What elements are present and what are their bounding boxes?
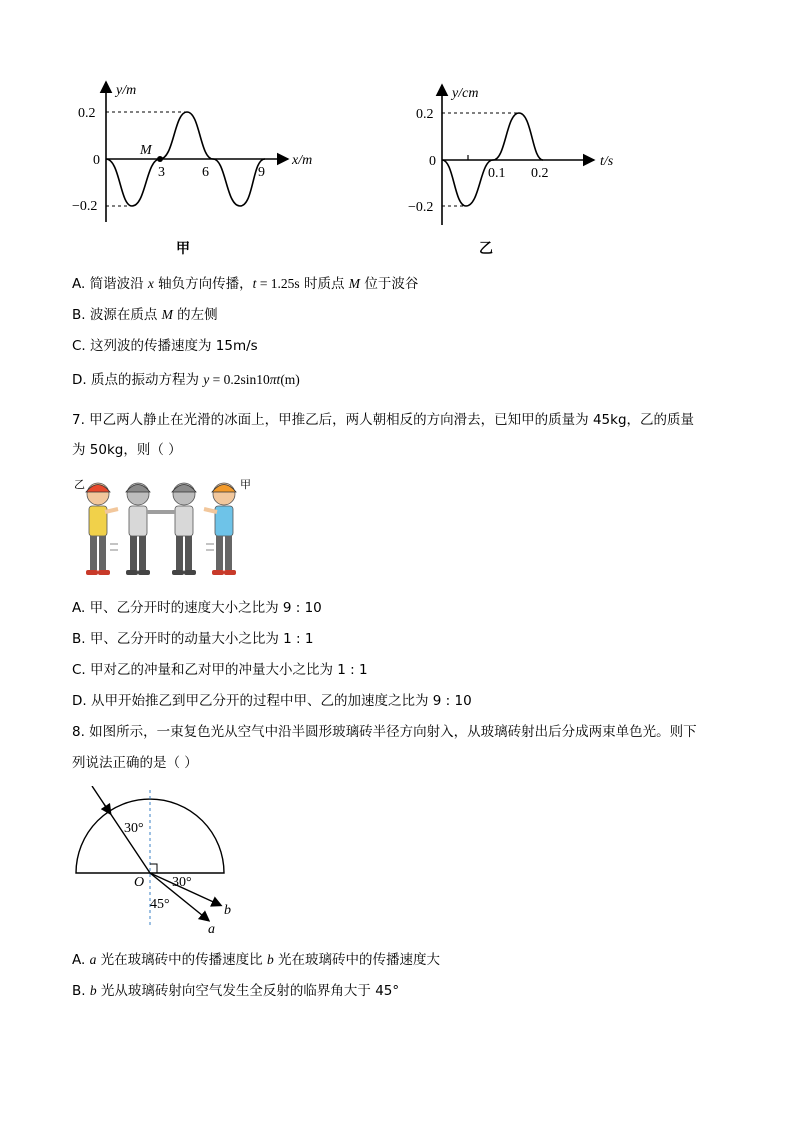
tick-6: 6 [202, 165, 209, 180]
q7-stem-line2: 为 50kg，则（ ） [72, 442, 182, 458]
skater-ghost-right [162, 483, 196, 575]
t-axis-label: t/s [600, 154, 614, 169]
point-m [157, 156, 163, 162]
y-axis-label: y/cm [452, 86, 479, 101]
figure-caption-yi: 乙 [479, 241, 493, 257]
q6-option-c: C. 这列波的传播速度为 15m/s [72, 338, 258, 354]
angle-label-top: 30° [124, 821, 144, 836]
q6-option-a: A. 简谐波沿 x 轴负方向传播，t = 1.25s 时质点 M 位于波谷 [72, 276, 419, 292]
x-axis-label: x/m [292, 153, 313, 168]
tick-0.2: 0.2 [78, 106, 96, 121]
q8-option-a: A. a 光在玻璃砖中的传播速度比 b 光在玻璃砖中的传播速度大 [72, 952, 440, 968]
q7-option-b: B. 甲、乙分开时的动量大小之比为 1 : 1 [72, 631, 314, 647]
angle-label-right: 30° [172, 875, 192, 890]
q7-stem-line1: 7. 甲乙两人静止在光滑的冰面上，甲推乙后，两人朝相反的方向滑去，已知甲的质量为 45kg，乙的质量 [72, 412, 695, 428]
skater-left-label: 乙 [74, 479, 85, 491]
q7-option-c: C. 甲对乙的冲量和乙对甲的冲量大小之比为 1 : 1 [72, 662, 368, 678]
tick-0.1: 0.1 [488, 166, 506, 181]
wave-figure-yi [402, 75, 632, 225]
tick-0.2-t: 0.2 [531, 166, 549, 181]
figure-caption-jia: 甲 [176, 241, 190, 257]
skaters-illustration [72, 474, 257, 586]
tick-minus-0.2: −0.2 [408, 200, 434, 215]
tick-0: 0 [93, 153, 100, 168]
semicircle-prism-figure [68, 786, 248, 936]
point-m-label: M [140, 143, 152, 158]
q7-option-d: D. 从甲开始推乙到甲乙分开的过程中甲、乙的加速度之比为 9 : 10 [72, 693, 472, 709]
tick-minus-0.2: −0.2 [72, 199, 98, 214]
q8-stem-line2: 列说法正确的是（ ） [72, 755, 198, 771]
tick-9: 9 [258, 165, 265, 180]
skater-yi [86, 483, 118, 575]
ray-a-label: a [208, 922, 215, 936]
angle-label-bottom: 45° [150, 897, 170, 912]
origin-label: O [134, 875, 145, 890]
ray-b-label: b [224, 903, 231, 918]
q6-option-d: D. 质点的振动方程为 y = 0.2sin10πt(m) [72, 372, 300, 388]
wave-figure-jia [60, 72, 340, 222]
q6-option-b: B. 波源在质点 M 的左侧 [72, 307, 218, 323]
skater-jia [204, 483, 236, 575]
skater-right-label: 甲 [240, 479, 251, 491]
q7-option-a: A. 甲、乙分开时的速度大小之比为 9 : 10 [72, 600, 322, 616]
skater-ghost-left [126, 483, 162, 575]
tick-0: 0 [429, 154, 436, 169]
tick-3: 3 [158, 165, 165, 180]
y-axis-label: y/m [116, 83, 137, 98]
q8-stem-line1: 8. 如图所示，一束复色光从空气中沿半圆形玻璃砖半径方向射入，从玻璃砖射出后分成两束单色光。则下 [72, 724, 697, 740]
tick-0.2: 0.2 [416, 107, 434, 122]
q8-option-b: B. b 光从玻璃砖射向空气发生全反射的临界角大于 45° [72, 983, 400, 999]
